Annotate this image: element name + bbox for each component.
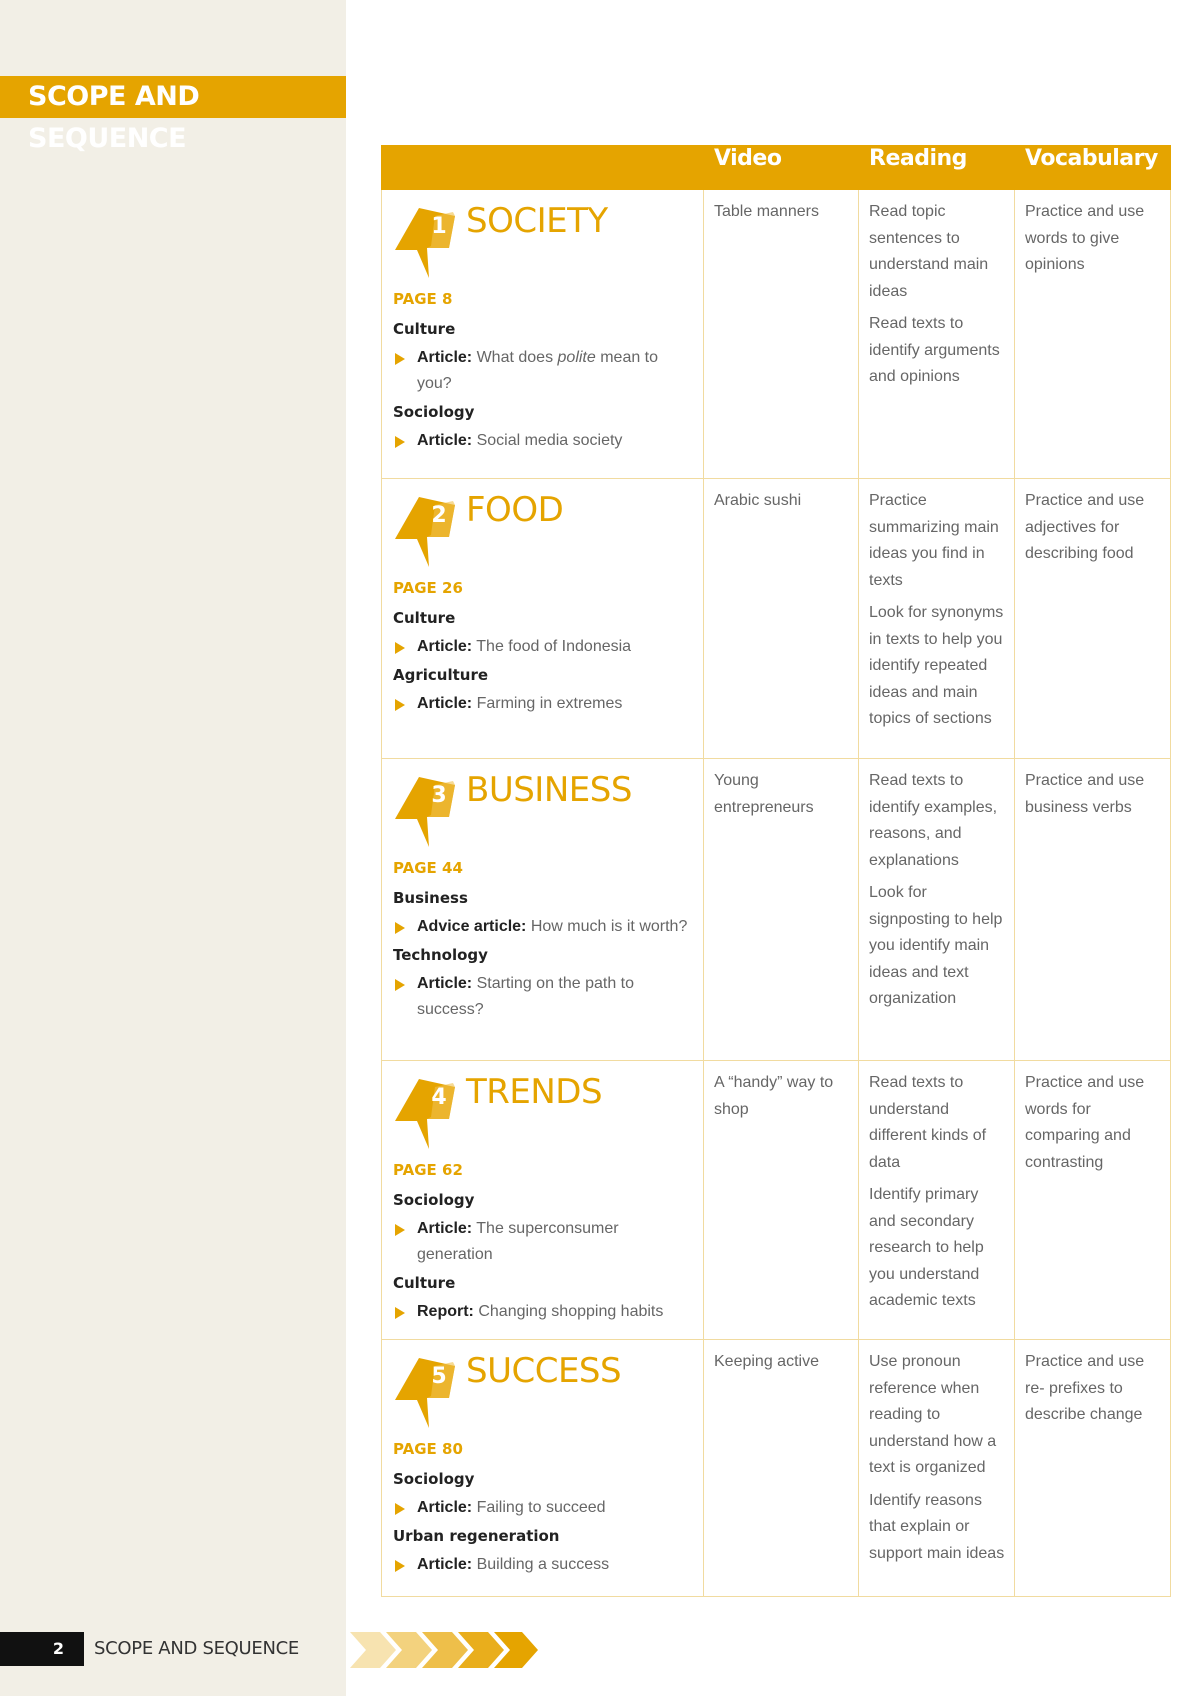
topic-name: Sociology — [393, 1191, 475, 1209]
topic-name: Urban regeneration — [393, 1527, 560, 1545]
column-header-video: Video — [704, 146, 859, 190]
article-title: The food of Indonesia — [476, 638, 632, 655]
vocabulary-skill: Practice and use business verbs — [1025, 772, 1145, 816]
article-item — [393, 1299, 695, 1325]
unit-title: SOCIETY — [466, 201, 608, 241]
video-cell — [704, 1340, 859, 1597]
chevron-right-icon — [395, 353, 405, 365]
vocabulary-skill: Practice and use words for comparing and contrasting — [1025, 1074, 1145, 1171]
unit-cell — [382, 1061, 704, 1340]
article-type: Article: — [417, 432, 473, 449]
vocabulary-skill: Practice and use words to give opinions — [1025, 203, 1145, 273]
unit-title: SUCCESS — [466, 1351, 622, 1391]
topic-name: Business — [393, 889, 468, 907]
column-header-unit — [382, 146, 704, 190]
unit-heading — [393, 200, 695, 286]
chevron-right-icon — [395, 1224, 405, 1236]
video-title: Young entrepreneurs — [714, 772, 814, 816]
vocabulary-skill: Practice and use adjectives for describing food — [1025, 492, 1145, 562]
scope-table — [381, 145, 1171, 1597]
video-title: Keeping active — [714, 1353, 819, 1370]
vocabulary-cell — [1015, 479, 1171, 759]
video-cell — [704, 759, 859, 1061]
unit-page-link[interactable]: PAGE 80 — [393, 1440, 463, 1458]
article-title-end: mean to you? — [417, 349, 659, 392]
topic-name: Culture — [393, 1274, 456, 1292]
article-item — [393, 914, 695, 940]
article-type: Article: — [417, 975, 473, 992]
reading-cell — [859, 759, 1015, 1061]
reading-cell — [859, 479, 1015, 759]
unit-row-2 — [382, 479, 1171, 759]
article-item — [393, 691, 695, 717]
article-title: Social media society — [476, 432, 623, 449]
article-type: Article: — [417, 349, 473, 366]
article-item — [393, 1495, 695, 1521]
unit-number: 1 — [431, 214, 447, 239]
article-title: How much is it worth? — [530, 918, 688, 935]
unit-title: TRENDS — [466, 1072, 603, 1112]
article-item — [393, 634, 695, 660]
reading-cell — [859, 1340, 1015, 1597]
chevron-right-icon — [395, 979, 405, 991]
chevron-right-icon — [395, 699, 405, 711]
chevron-right-icon — [395, 436, 405, 448]
column-header-vocabulary: Vocabulary — [1015, 146, 1171, 190]
reading-skill: Read texts to identify examples, reasons, and explanations — [869, 772, 998, 869]
article-title: Building a success — [476, 1556, 610, 1573]
chevron-right-icon — [395, 922, 405, 934]
reading-skill: Read topic sentences to understand main ideas — [869, 203, 989, 300]
video-cell — [704, 190, 859, 479]
reading-skill: Read texts to understand different kinds of data — [869, 1074, 987, 1171]
article-type: Report: — [417, 1303, 474, 1320]
vocabulary-cell — [1015, 1061, 1171, 1340]
reading-skill: Practice summarizing main ideas you find in texts — [869, 492, 999, 589]
article-item — [393, 345, 695, 397]
unit-number: 2 — [431, 503, 447, 528]
unit-row-3 — [382, 759, 1171, 1061]
video-cell — [704, 1061, 859, 1340]
article-item — [393, 1552, 695, 1578]
unit-number: 4 — [431, 1085, 447, 1110]
unit-cell — [382, 1340, 704, 1597]
unit-heading — [393, 1350, 695, 1436]
article-item — [393, 971, 695, 1023]
vocabulary-cell — [1015, 759, 1171, 1061]
topic-name: Culture — [393, 320, 456, 338]
article-title: Starting on the path to success? — [417, 975, 635, 1018]
topic-name: Culture — [393, 609, 456, 627]
table-header-row — [382, 146, 1171, 190]
video-title: A “handy” way to shop — [714, 1074, 834, 1118]
unit-page-link[interactable]: PAGE 62 — [393, 1161, 463, 1179]
reading-skill: Look for synonyms in texts to help you identify repeated ideas and main topics of sections — [869, 604, 1004, 727]
page-title: SCOPE AND SEQUENCE — [0, 76, 346, 118]
unit-number: 3 — [431, 783, 447, 808]
unit-cell — [382, 479, 704, 759]
unit-page-link[interactable]: PAGE 8 — [393, 290, 453, 308]
unit-heading — [393, 1071, 695, 1157]
article-type: Article: — [417, 1220, 473, 1237]
topic-name: Sociology — [393, 1470, 475, 1488]
article-title: The superconsumer generation — [417, 1220, 619, 1263]
footer-label: SCOPE AND SEQUENCE — [94, 1638, 299, 1659]
article-title: Failing to succeed — [476, 1499, 606, 1516]
unit-page-link[interactable]: PAGE 44 — [393, 859, 463, 877]
column-header-reading: Reading — [859, 146, 1015, 190]
chevron-right-icon — [395, 1560, 405, 1572]
reading-skill: Use pronoun reference when reading to understand how a text is organized — [869, 1353, 997, 1476]
unit-number: 5 — [431, 1364, 447, 1389]
article-type: Article: — [417, 638, 473, 655]
video-title: Arabic sushi — [714, 492, 802, 509]
unit-page-link[interactable]: PAGE 26 — [393, 579, 463, 597]
reading-skill: Identify reasons that explain or support main ideas — [869, 1491, 1005, 1562]
page-number: 2 — [0, 1632, 84, 1666]
video-title: Table manners — [714, 203, 819, 220]
article-item — [393, 428, 695, 454]
article-title: Farming in extremes — [476, 695, 623, 712]
topic-name: Agriculture — [393, 666, 489, 684]
article-type: Article: — [417, 1499, 473, 1516]
unit-title: FOOD — [466, 490, 564, 530]
unit-row-4 — [382, 1061, 1171, 1340]
unit-row-5 — [382, 1340, 1171, 1597]
reading-skill: Read texts to identify arguments and opinions — [869, 315, 1000, 385]
article-title-italic: polite — [557, 349, 596, 366]
article-item — [393, 1216, 695, 1268]
topic-name: Technology — [393, 946, 488, 964]
unit-cell — [382, 190, 704, 479]
article-type: Article: — [417, 695, 473, 712]
reading-skill: Look for signposting to help you identify main ideas and text organization — [869, 884, 1003, 1007]
chevron-arrows-icon — [350, 1628, 540, 1672]
video-cell — [704, 479, 859, 759]
unit-title: BUSINESS — [466, 770, 632, 810]
chevron-right-icon — [395, 1503, 405, 1515]
unit-row-1 — [382, 190, 1171, 479]
unit-heading — [393, 769, 695, 855]
vocabulary-skill: Practice and use re- prefixes to describe change — [1025, 1353, 1145, 1423]
unit-cell — [382, 759, 704, 1061]
reading-skill: Identify primary and secondary research to help you understand academic texts — [869, 1186, 984, 1309]
left-sidebar — [0, 0, 346, 1696]
article-type: Advice article: — [417, 918, 527, 935]
article-title: What does — [476, 349, 558, 366]
chevron-right-icon — [395, 1307, 405, 1319]
vocabulary-cell — [1015, 190, 1171, 479]
article-type: Article: — [417, 1556, 473, 1573]
unit-heading — [393, 489, 695, 575]
topic-name: Sociology — [393, 403, 475, 421]
chevron-right-icon — [395, 642, 405, 654]
article-title: Changing shopping habits — [478, 1303, 664, 1320]
reading-cell — [859, 190, 1015, 479]
reading-cell — [859, 1061, 1015, 1340]
vocabulary-cell — [1015, 1340, 1171, 1597]
